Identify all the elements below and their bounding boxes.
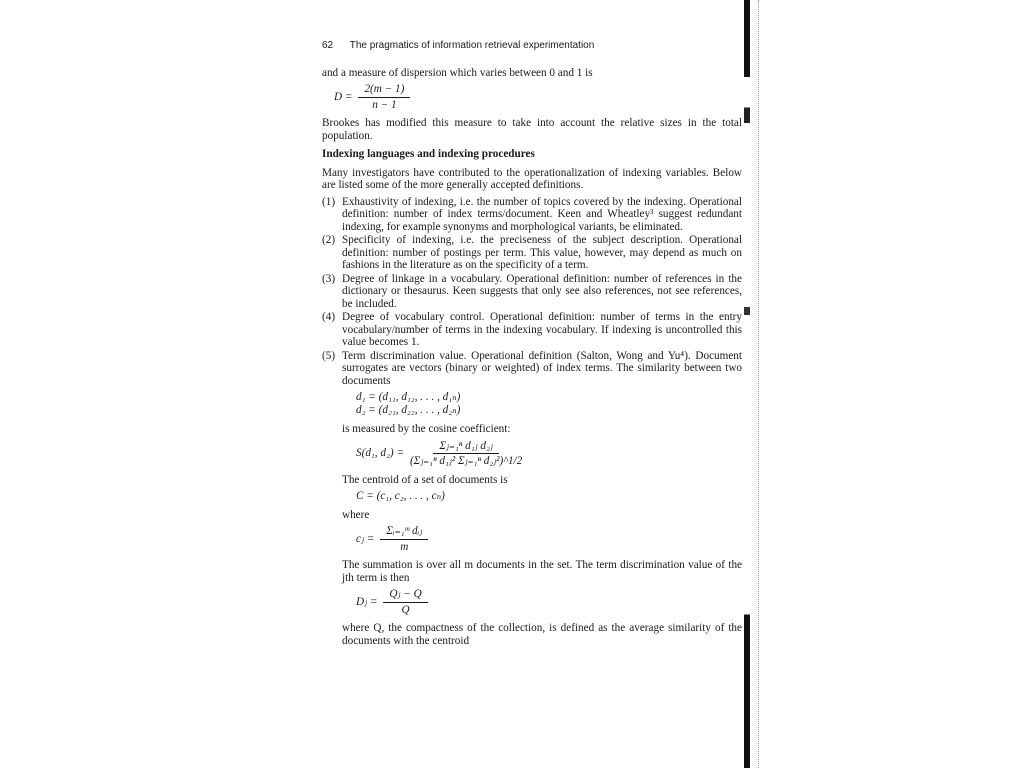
scan-margin-bar [744,0,750,768]
term-discrimination-detail [342,391,742,647]
equation-lhs: D = [334,90,353,103]
item-marker: (2) [322,234,336,246]
running-title: The pragmatics of information retrieval experimentation [349,40,595,51]
centroid-intro: The centroid of a set of documents is [342,473,508,486]
denominator: m [400,540,409,553]
equation-lhs: Dⱼ = [356,595,378,608]
item-text: Degree of linkage in a vocabulary. Operational definition: number of references in the dictionary or thesaurus. Keen suggests that only see also references, not see references, be included. [342,272,742,310]
centroid-formula: C = (c₁, c₂, . . . , cₙ) [356,490,445,502]
fraction [383,588,427,616]
equation-cosine [356,440,742,468]
definition-item [322,350,742,388]
where-label: where [342,508,370,521]
numerator: Σⱼ₌₁ⁿ d₁ⱼ d₂ⱼ [433,440,498,455]
item-marker: (5) [322,349,336,362]
item-marker: (1) [322,195,336,208]
intro-text: and a measure of dispersion which varies between 0 and 1 is [322,66,593,79]
vector-d1: d₁ = (d₁₁, d₁₂, . . . , d₁ₙ) [356,391,461,403]
denominator: n − 1 [372,98,397,111]
equation-lhs: cⱼ = [356,532,375,545]
section-heading: Indexing languages and indexing procedures [322,148,535,160]
item-text: Specificity of indexing, i.e. the preciseness of the subject description. Operational definition: number of postings per term. This value, however, may depend as much on fashions in the literature as on the specificity of a term. [342,234,742,271]
definition-item [322,196,742,234]
numerator: Σᵢ₌₁ᵐ dᵢⱼ [380,525,428,540]
item-text: Term discrimination value. Operational definition (Salton, Wong and Yu⁴). Document surrogates are vectors (binary or weighted) of index terms. The similarity between two documents [342,349,742,387]
equation-dj [356,588,742,616]
item-text: Exhaustivity of indexing, i.e. the number of topics covered by the indexing. Operational definition: number of index terms/document. Keen and Wheatley³ suggest redundant indexing, for example synonyms and morphological variants, be eliminated. [342,195,742,233]
document-vectors [356,391,742,417]
vector-d2: d₂ = (d₂₁, d₂₂, . . . , d₂ₙ) [356,404,461,416]
section-intro: Many investigators have contributed to the operationalization of indexing variables. Below are listed some of the more generally accepted definitions. [322,166,742,191]
item-marker: (3) [322,272,336,285]
summation-text: The summation is over all m documents in the set. The term discrimination value of the jth term is then [342,559,742,584]
scan-margin-dots [758,0,762,768]
definition-item [322,273,742,311]
definition-item [322,234,742,272]
fraction [410,440,522,468]
equation-lhs: S(d₁, d₂) = [356,447,404,460]
closing-text: where Q, the compactness of the collection, is defined as the average similarity of the documents with the centroid [342,622,742,647]
brookes-text: Brookes has modified this measure to take into account the relative sizes in the total population. [322,117,742,142]
cosine-intro: is measured by the cosine coefficient: [342,423,511,435]
item-text: Degree of vocabulary control. Operational definition: number of terms in the entry vocabulary/number of terms in the indexing vocabulary. If indexing is uncontrolled this value becomes 1. [342,311,742,348]
fraction [358,83,410,111]
fraction [380,525,428,553]
book-page [322,40,742,650]
equation-dispersion [334,83,742,111]
numerator: 2(m − 1) [358,83,410,98]
definitions-list [322,196,742,388]
page-number: 62 [322,40,334,51]
running-head [322,40,742,53]
equation-cj [356,525,742,553]
equation-centroid [356,490,742,503]
numerator: Qⱼ − Q [383,588,427,603]
denominator: (Σⱼ₌₁ⁿ d₁ⱼ² Σⱼ₌₁ⁿ d₂ⱼ²)^1/2 [409,455,523,467]
denominator: Q [401,603,410,616]
definition-item [322,311,742,349]
item-marker: (4) [322,311,336,323]
